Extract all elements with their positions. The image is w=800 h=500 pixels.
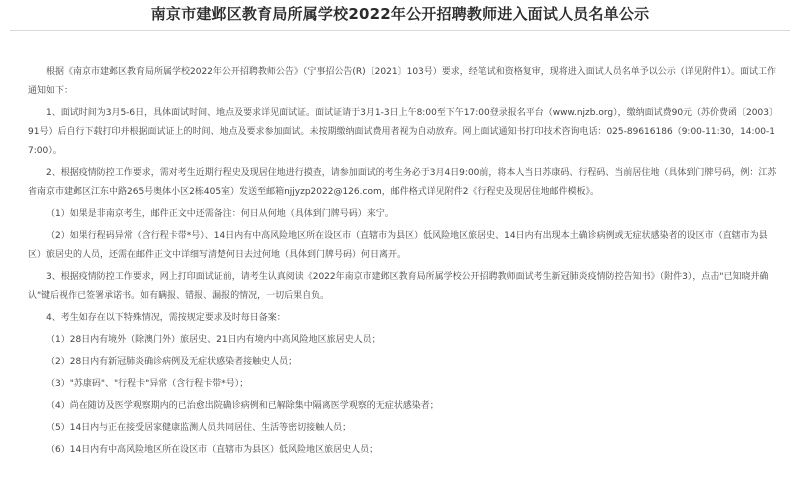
item-2-1-paragraph: （1）如果是非南京考生，邮件正文中还需备注：何日从何地（具体到门牌号码）来宁。 [46,209,394,219]
item-2-2-paragraph: （2）如果行程码异常（含行程卡带*号）、14日内有中高风险地区所在设区市（直辖市为县区）低风险地区旅居史、14日内有出现本土确诊病例或无症状感染者的设区市（直辖市为县区）旅居史的人员，还需在邮件正文中详细写清楚何日去过何地（具体到门牌号码）何日离开。 [28,231,768,260]
item-4-6-paragraph: （6）14日内有中高风险地区所在设区市（直辖市为县区）低风险地区旅居史人员； [46,445,379,455]
item-4-5-paragraph: （5）14日内与正在接受居家健康监测人员共同居住、生活等密切接触人员； [46,423,352,433]
item-1-paragraph: 1、面试时间为3月5-6日，具体面试时间、地点及要求详见面试证。面试证请于3月1-3日上午8:00至下午17:00登录报名平台（www.njzb.org），缴纳面试费90元（苏价费函〔2003〕91号）后自行下载打印并根据面试证上的时间、地点及要求参加面试。未按期缴纳面试费用者视为自动放弃。网上面试通知书打印技术咨询电话：025-89616186（9:00-11:30，14:00-17:00）。 [28,108,778,156]
item-4-1-paragraph: （1）28日内有境外（除澳门外）旅居史、21日内有境内中高风险地区旅居史人员； [46,335,381,345]
item-4-paragraph: 4、考生如存在以下特殊情况，需按规定要求及时每日备案： [46,313,286,323]
item-4-2-paragraph: （2）28日内有新冠肺炎确诊病例及无症状感染者接触史人员； [46,357,298,367]
notice-body [28,63,778,463]
item-4-4-paragraph: （4）尚在随访及医学观察期内的已治愈出院确诊病例和已解除集中隔离医学观察的无症状感染者； [46,401,439,411]
item-2-paragraph: 2、根据疫情防控工作要求，需对考生近期行程史及现居住地进行摸查，请参加面试的考生务必于3月4日9:00前，将本人当日苏康码、行程码、当前居住地（具体到门牌号码，例：江苏省南京市建邺区江东中路265号奥体小区2栋405室）发送至邮箱njjyzp2022@126.com，邮件格式详见附件2《行程史及现居住地邮件模板》。 [28,168,777,197]
item-4-3-paragraph: （3）"苏康码"、"行程卡"异常（含行程卡带*号）； [46,379,249,389]
title-divider [10,30,790,31]
intro-paragraph: 根据《南京市建邺区教育局所属学校2022年公开招聘教师公告》（宁事招公告(R)〔2021〕103号）要求，经笔试和资格复审，现将进入面试人员名单予以公示（详见附件1）。面试工作通知如下： [28,67,776,96]
item-3-paragraph: 3、根据疫情防控工作要求，网上打印面试证前，请考生认真阅读《2022年南京市建邺区教育局所属学校公开招聘教师面试考生新冠肺炎疫情防控告知书》（附件3），点击"已知晓并确认"键后视作已签署承诺书。如有瞒报、错报、漏报的情况，一切后果自负。 [28,272,769,301]
page-title: 南京市建邺区教育局所属学校2022年公开招聘教师进入面试人员名单公示 [150,5,650,23]
